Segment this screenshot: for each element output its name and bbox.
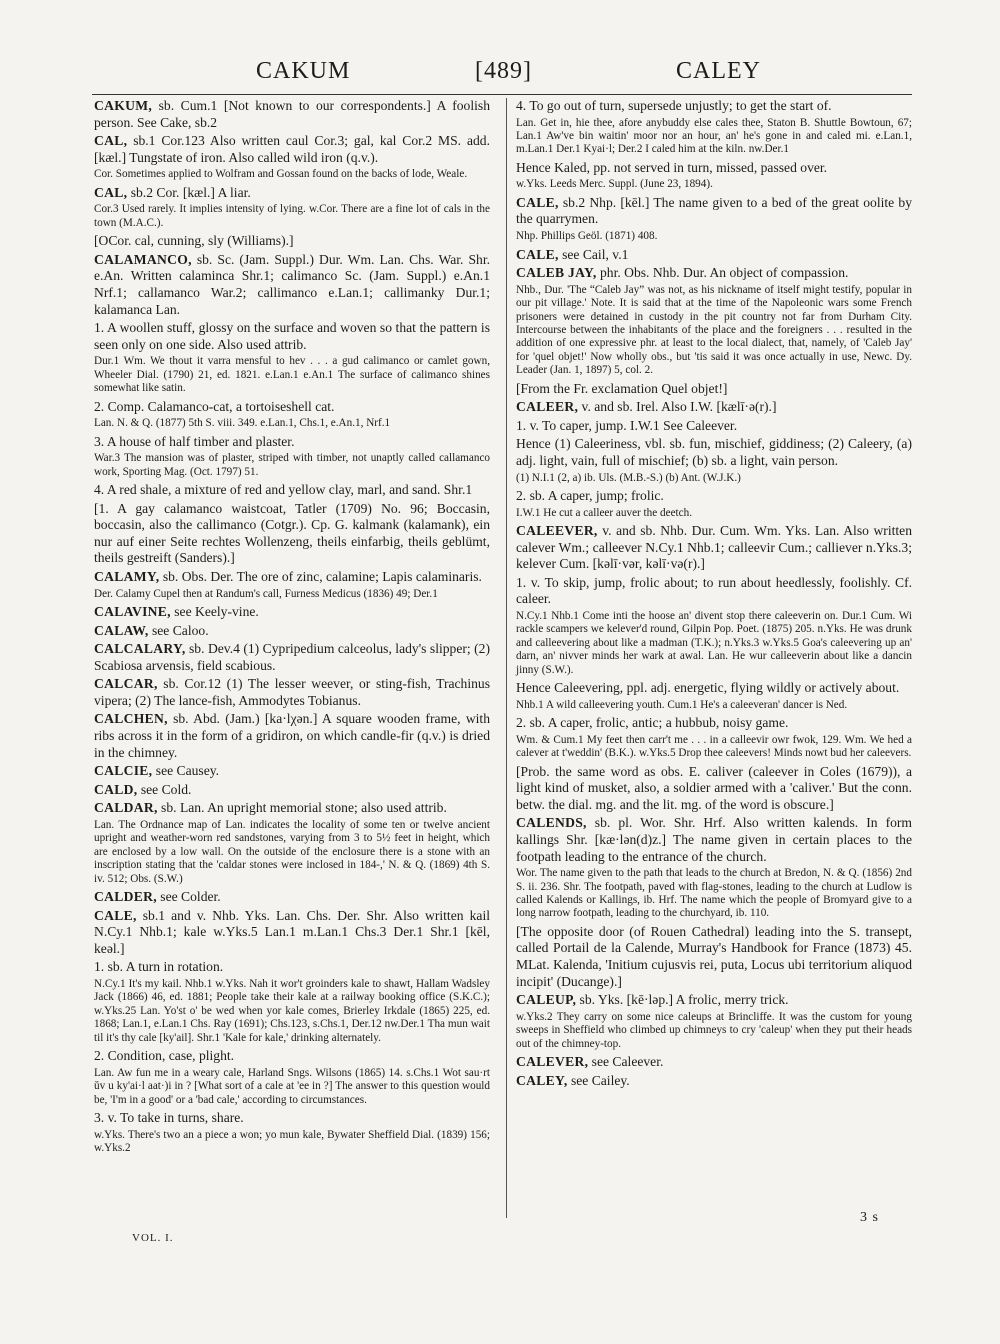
sense-paragraph (94, 399, 490, 416)
headword: CALE, (94, 907, 137, 923)
headword: CALEY, (516, 1072, 568, 1088)
entry-text: see Causey. (152, 763, 220, 779)
dictionary-entry (94, 133, 490, 166)
entry-text: sb. Dev.4 (1) Cypripedium calceolus, lady's slipper; (2) Scabiosa arvensis, field scabious. (94, 641, 490, 673)
dictionary-entry (94, 782, 490, 799)
entry-text: w.Yks. Leeds Merc. Suppl. (June 23, 1894). (516, 178, 713, 191)
entry-text: N.Cy.1 Nhb.1 Come inti the hoose an' divent stop there caleeverin on. Dur.1 Cum. Wi rackle scampers we kelever'd round, Gilpin Pop. Poet. (1875) 205. n.Yks. He was drunk and calleevering about like a madman (T.K.); n.Yks.3 w.Yks.5 Goa's caleevering up an' darn, an' nivver minds her wark at awal. Lan. He wur calleeverin about like a dancin jinny (S.W.). (516, 609, 912, 676)
sense-paragraph (94, 233, 490, 250)
dictionary-entry (94, 800, 490, 817)
sense-paragraph (516, 381, 912, 398)
headword: CALCHEN, (94, 711, 168, 727)
entry-text: 1. A woollen stuff, glossy on the surface and woven so that the pattern is seen only on one side. Also used attrib. (94, 320, 490, 352)
headword: CAKUM, (94, 98, 153, 113)
dictionary-entry (516, 815, 912, 865)
entry-text: 1. sb. A turn in rotation. (94, 959, 224, 975)
quotation-paragraph (516, 734, 912, 761)
dictionary-entry (94, 98, 490, 131)
entry-text: sb. Obs. Der. The ore of zinc, calamine; Lapis calaminaris. (159, 568, 482, 584)
entry-text: sb. Sc. (Jam. Suppl.) Dur. Wm. Lan. Chs. War. Shr. e.An. Written calaminca Shr.1; calimanco Sc. (Jam. Suppl.) e.An.1 Nrf.1; callamanco War.2; callimanco e.Lan.1; callimanky Dur.1; kalamanca Lan. (94, 251, 490, 317)
sense-paragraph (516, 680, 912, 697)
sense-paragraph (516, 488, 912, 505)
quotation-paragraph (516, 867, 912, 921)
dictionary-entry (516, 265, 912, 282)
headword: CALAMANCO, (94, 251, 192, 267)
entry-text: Wor. The name given to the path that leads to the church at Bredon, N. & Q. (1856) 2nd S. ii. 236. Shr. The footpath, paved with flag-stones, leading to the church at Ludlow is called Kalends or Kallings, ib. Hrf. The name which the people of Bromyard give to a long narrow footpath, leading to the churchyard, ib. 110. (516, 867, 912, 920)
left-column (94, 98, 490, 1158)
dictionary-entry (94, 623, 490, 640)
quotation-paragraph (94, 355, 490, 395)
headword: CALEB JAY, (516, 265, 597, 281)
quotation-paragraph (94, 417, 490, 430)
dictionary-entry (94, 763, 490, 780)
quotation-paragraph (94, 203, 490, 230)
quotation-paragraph (516, 284, 912, 378)
entry-text: 2. sb. A caper, frolic, antic; a hubbub, noisy game. (516, 715, 789, 731)
entry-text: Hence Caleevering, ppl. adj. energetic, flying wildly or actively about. (516, 680, 900, 696)
entry-text: see Cold. (137, 781, 192, 797)
entry-text: 4. A red shale, a mixture of red and yellow clay, marl, and sand. Shr.1 (94, 482, 473, 498)
entry-text: phr. Obs. Nhb. Dur. An object of compassion. (596, 265, 849, 281)
entry-text: Hence Kaled, pp. not served in turn, missed, passed over. (516, 159, 828, 175)
entry-text: [From the Fr. exclamation Quel objet!] (516, 380, 728, 396)
signature-mark: 3 s (860, 1210, 879, 1225)
quotation-paragraph (516, 610, 912, 677)
entry-text: Der. Calamy Cupel then at Randum's call, Furness Medicus (1836) 49; Der.1 (94, 587, 438, 600)
entry-text: 2. Condition, case, plight. (94, 1048, 235, 1064)
headword: CALAVINE, (94, 603, 171, 619)
headword: CALCALARY, (94, 641, 186, 657)
quotation-paragraph (516, 507, 912, 520)
headword: CALEUP, (516, 992, 577, 1008)
header-rule (92, 94, 912, 95)
entry-text: see Caloo. (148, 622, 209, 638)
dictionary-entry (94, 889, 490, 906)
entry-text: Nhb., Dur. 'The “Caleb Jay” was not, as his nickname of itself might testify, popular in our pit village.' Note. It is said that at the time of the Napoleonic wars some French prisoners were detained in custody in the pit country not far from Durham City. Intercourse between the inhabitants of the place and the foreigners . . . resulted in the addition of one expressive phr. at least to the local dialect, that, namely, of 'Caleb Jay' for 'quel objet!' Now wholly obs., but 'tis said it was once actually in use, Newc. Dy. Leader (Jan. 1, 1897) 5, col. 2. (516, 283, 912, 377)
sense-paragraph (516, 924, 912, 990)
entry-text: sb. Cum.1 [Not known to our correspondents.] A foolish person. See Cake, sb.2 (94, 98, 490, 130)
sense-paragraph (94, 959, 490, 976)
entry-text: Lan. Aw fun me in a weary cale, Harland Sngs. Wilsons (1865) 14. s.Chs.1 Wot sau·rt ŭv u ky'ai·l aat·)i in ? [What sort of a cale at 'ee in ?] The answer to this question would be, 'I'm in a good' or a 'bad cale,' according to circumstances. (94, 1066, 490, 1106)
entry-text: sb. Cor.12 (1) The lesser weever, or sting-fish, Trachinus vipera; (2) The lance-fish, Ammodytes Tobianus. (94, 676, 490, 708)
quotation-paragraph (94, 819, 490, 886)
entry-text: Wm. & Cum.1 My feet then carr't me . . . in a calleevir owr fwok, 129. Wm. We hed a calever at t'weddin' (B.K.). w.Yks.5 Drop thee caleevers! Minds nowt bud her caleevers. (516, 733, 912, 760)
header-left-word: CAKUM (256, 58, 351, 84)
entry-text: [OCor. cal, cunning, sly (Williams).] (94, 233, 294, 249)
sense-paragraph (94, 501, 490, 567)
entry-text: Nhp. Phillips Geöl. (1871) 408. (516, 230, 658, 243)
entry-text: (1) N.I.1 (2, a) ib. Uls. (M.B.-S.) (b) Ant. (W.J.K.) (516, 471, 741, 484)
right-column (516, 98, 912, 1091)
entry-text: I.W.1 He cut a calleer auver the deetch. (516, 506, 693, 519)
dictionary-entry (94, 569, 490, 586)
quotation-paragraph (516, 178, 912, 191)
headword: CALCAR, (94, 676, 158, 692)
sense-paragraph (94, 1110, 490, 1127)
entry-text: Cor. Sometimes applied to Wolfram and Gossan found on the backs of lode, Weale. (94, 168, 468, 181)
quotation-paragraph (516, 472, 912, 485)
entry-text: w.Yks.2 They carry on some nice caleups at Brincliffe. It was the custom for young sweeps in Sheffield who climbed up chimneys to cry 'caleup' when they put their heads out of the chimney-top. (516, 1010, 912, 1050)
entry-text: sb. Yks. [kē·ləp.] A frolic, merry trick. (576, 992, 789, 1008)
headword: CALEVER, (516, 1054, 589, 1070)
entry-text: 2. Comp. Calamanco-cat, a tortoiseshell cat. (94, 398, 335, 414)
quotation-paragraph (516, 1011, 912, 1051)
quotation-paragraph (94, 452, 490, 479)
dictionary-entry (516, 992, 912, 1009)
page-number: [489] (475, 58, 532, 84)
entry-text: [1. A gay calamanco waistcoat, Tatler (1709) No. 96; Boccasin, boccasin, also the callimanco (Cotgr.). Cp. G. kalmank (kalamank), ein nur auf einer Seite rechtes Wollenzeng, theils einfarbig, theils geblümt, theils gestreift (Sanders).] (94, 500, 490, 566)
dictionary-entry (94, 711, 490, 761)
dictionary-entry (516, 399, 912, 416)
quotation-paragraph (94, 1129, 490, 1156)
entry-text: 1. v. To skip, jump, frolic about; to run about heedlessly, foolishly. Cf. caleer. (516, 574, 912, 607)
entry-text: [The opposite door (of Rouen Cathedral) leading into the S. transept, called Portail de la Calende, Murray's Handbook for France (1873) 45. MLat. Kalenda, 'Initium cujusvis rei, puta, Locus ubi territorium aliquod incipit' (Ducange).] (516, 923, 912, 989)
entry-text: Lan. The Ordnance map of Lan. indicates the locality of some ten or twelve ancient upright and weather-worn red sandstones, varying from 3 to 5½ feet in height, which are enclosed by a low wall. On the outside of the enclosure there is a stone with an inscription stating that the 'caldar stones were inclosed in 184-,' N. & Q. (1869) 4th S. iv. 512; Obs. (S.W.) (94, 818, 490, 885)
entry-text: sb.1 Cor.123 Also written caul Cor.3; gal, kal Cor.2 MS. add. [kæl.] Tungstate of iron. Also called wild iron (q.v.). (94, 133, 490, 165)
headword: CALDER, (94, 889, 157, 905)
running-header (0, 58, 1000, 92)
sense-paragraph (94, 1048, 490, 1065)
entry-text: see Keely-vine. (170, 603, 259, 619)
entry-text: sb. Lan. An upright memorial stone; also used attrib. (157, 800, 447, 816)
headword: CALAMY, (94, 568, 160, 584)
sense-paragraph (516, 764, 912, 814)
headword: CAL, (94, 184, 128, 200)
sense-paragraph (516, 575, 912, 608)
dictionary-entry (516, 247, 912, 264)
entry-text: 3. v. To take in turns, share. (94, 1110, 244, 1126)
headword: CALE, (516, 194, 559, 210)
entry-text: 4. To go out of turn, supersede unjustly; to get the start of. (516, 98, 832, 113)
sense-paragraph (94, 482, 490, 499)
entry-text: v. and sb. Irel. Also I.W. [kælī·ə(r).] (578, 399, 777, 415)
headword: CALENDS, (516, 815, 587, 831)
entry-text: Lan. N. & Q. (1877) 5th S. viii. 349. e.Lan.1, Chs.1, e.An.1, Nrf.1 (94, 417, 391, 430)
entry-text: w.Yks. There's two an a piece a won; yo mun kale, Bywater Sheffield Dial. (1839) 156; w.Yks.2 (94, 1128, 490, 1155)
dictionary-entry (516, 1073, 912, 1090)
headword: CALDAR, (94, 800, 158, 816)
quotation-paragraph (94, 1067, 490, 1107)
entry-text: sb.2 Nhp. [kēl.] The name given to a bed of the great oolite by the quarrymen. (516, 194, 912, 227)
entry-text: sb.2 Cor. [kæl.] A liar. (127, 184, 251, 200)
entry-text: v. and sb. Nhb. Dur. Cum. Wm. Yks. Lan. Also written calever Wm.; calleever N.Cy.1 Nhb.1; calleevir Cum.; calliever n.Yks.3; kelever Cum. [kəlī·vər, kəlī·və(r).] (516, 523, 912, 572)
headword: CALE, (516, 246, 559, 262)
quotation-paragraph (94, 588, 490, 601)
header-right-word: CALEY (676, 58, 761, 84)
sense-paragraph (516, 418, 912, 435)
entry-text: Nhb.1 A wild calleevering youth. Cum.1 He's a caleeveran' dancer is Ned. (516, 698, 848, 711)
column-divider (506, 98, 507, 1218)
headword: CALCIE, (94, 763, 153, 779)
dictionary-entry (94, 185, 490, 202)
dictionary-entry (516, 195, 912, 228)
headword: CALAW, (94, 622, 149, 638)
dictionary-entry (94, 641, 490, 674)
headword: CAL, (94, 133, 128, 149)
sense-paragraph (94, 320, 490, 353)
entry-text: sb. Abd. (Jam.) [ka·lχən.] A square wooden frame, with ribs across it in the form of a gridiron, on which candle-fir (q.v.) is dried in the chimney. (94, 711, 490, 760)
quotation-paragraph (94, 978, 490, 1045)
volume-label: VOL. I. (132, 1232, 174, 1244)
sense-paragraph (516, 436, 912, 469)
sense-paragraph (516, 98, 912, 115)
dictionary-entry (516, 1054, 912, 1071)
entry-text: Dur.1 Wm. We thout it varra mensful to hev . . . a gud calimanco or camlet gown, Wheeler Dial. (1790) 21, ed. 1821. e.Lan.1 e.An.1 The surface of calimanco shines somewhat like satin. (94, 355, 490, 395)
entry-text: Hence (1) Caleeriness, vbl. sb. fun, mischief, giddiness; (2) Caleery, (a) adj. light, vain, full of mischief; (b) sb. a light, vain person. (516, 436, 912, 469)
sense-paragraph (516, 160, 912, 177)
headword: CALEEVER, (516, 523, 598, 539)
entry-text: see Cail, v.1 (558, 246, 629, 262)
quotation-paragraph (516, 117, 912, 157)
dictionary-entry (94, 604, 490, 621)
headword: CALEER, (516, 399, 579, 415)
entry-text: Lan. Get in, hie thee, afore anybuddy else cales thee, Staton B. Shuttle Bowtoun, 67; Lan.1 Aw've bin waitin' moor nor an hour, an' he's gone in and caled mi. e.Lan.1, m.Lan.1 Der.1 Kyai·l; Der.2 I caled him at the kiln. nw.Der.1 (516, 116, 912, 156)
sense-paragraph (516, 715, 912, 732)
entry-text: sb. pl. Wor. Shr. Hrf. Also written kalends. In form kallings Shr. [kæ·lən(d)z.] The name given in certain places to the footpath leading to the entrance of the church. (516, 815, 912, 864)
dictionary-entry (516, 523, 912, 573)
entry-text: War.3 The mansion was of plaster, striped with timber, not unaptly called callamanco work, Sporting Mag. (Oct. 1797) 51. (94, 452, 490, 478)
entry-text: N.Cy.1 It's my kail. Nhb.1 w.Yks. Nah it wor't groinders kale to shawt, Hallam Wadsley Jack (1866) 46, ed. 1881; People take their kale at a railway booking office (S.K.C.); w.Yks.25 Lan. Yo'st o' be wed when yor kale comes, Brierley Irkdale (1865) 225, ed. 1868; Lan.1, e.Lan.1 Chs. Ray (1691); Chs.123, s.Chs.1, Der.12 nw.Der.1 Tha mun wait til it's thy cale [ky'ail]. Shr.1 'Kale for kale,' drinking alternately. (94, 977, 490, 1044)
headword: CALD, (94, 781, 138, 797)
sense-paragraph (94, 434, 490, 451)
quotation-paragraph (94, 168, 490, 181)
dictionary-entry (94, 676, 490, 709)
entry-text: sb.1 and v. Nhb. Yks. Lan. Chs. Der. Shr. Also written kail N.Cy.1 Nhb.1; kale w.Yks.5 Lan.1 m.Lan.1 Chs.3 Der.1 Shr.1 [kēl, keəl.] (94, 907, 490, 956)
entry-text: 3. A house of half timber and plaster. (94, 433, 295, 449)
quotation-paragraph (516, 230, 912, 243)
quotation-paragraph (516, 699, 912, 712)
entry-text: see Caleever. (588, 1054, 664, 1070)
entry-text: Cor.3 Used rarely. It implies intensity of lying. w.Cor. There are a fine lot of cals in the town (M.A.C.). (94, 203, 490, 229)
entry-text: see Colder. (156, 889, 221, 905)
entry-text: see Cailey. (567, 1072, 630, 1088)
dictionary-entry (94, 252, 490, 318)
entry-text: 1. v. To caper, jump. I.W.1 See Caleever. (516, 417, 738, 433)
entry-text: [Prob. the same word as obs. E. caliver (caleever in Coles (1679)), a light kind of musket, also, a soldier armed with a 'caliver.' But the conn. betw. the dial. mg. and the lit. mg. of the word is obscure.] (516, 763, 912, 812)
entry-text: 2. sb. A caper, jump; frolic. (516, 488, 664, 504)
dictionary-entry (94, 908, 490, 958)
